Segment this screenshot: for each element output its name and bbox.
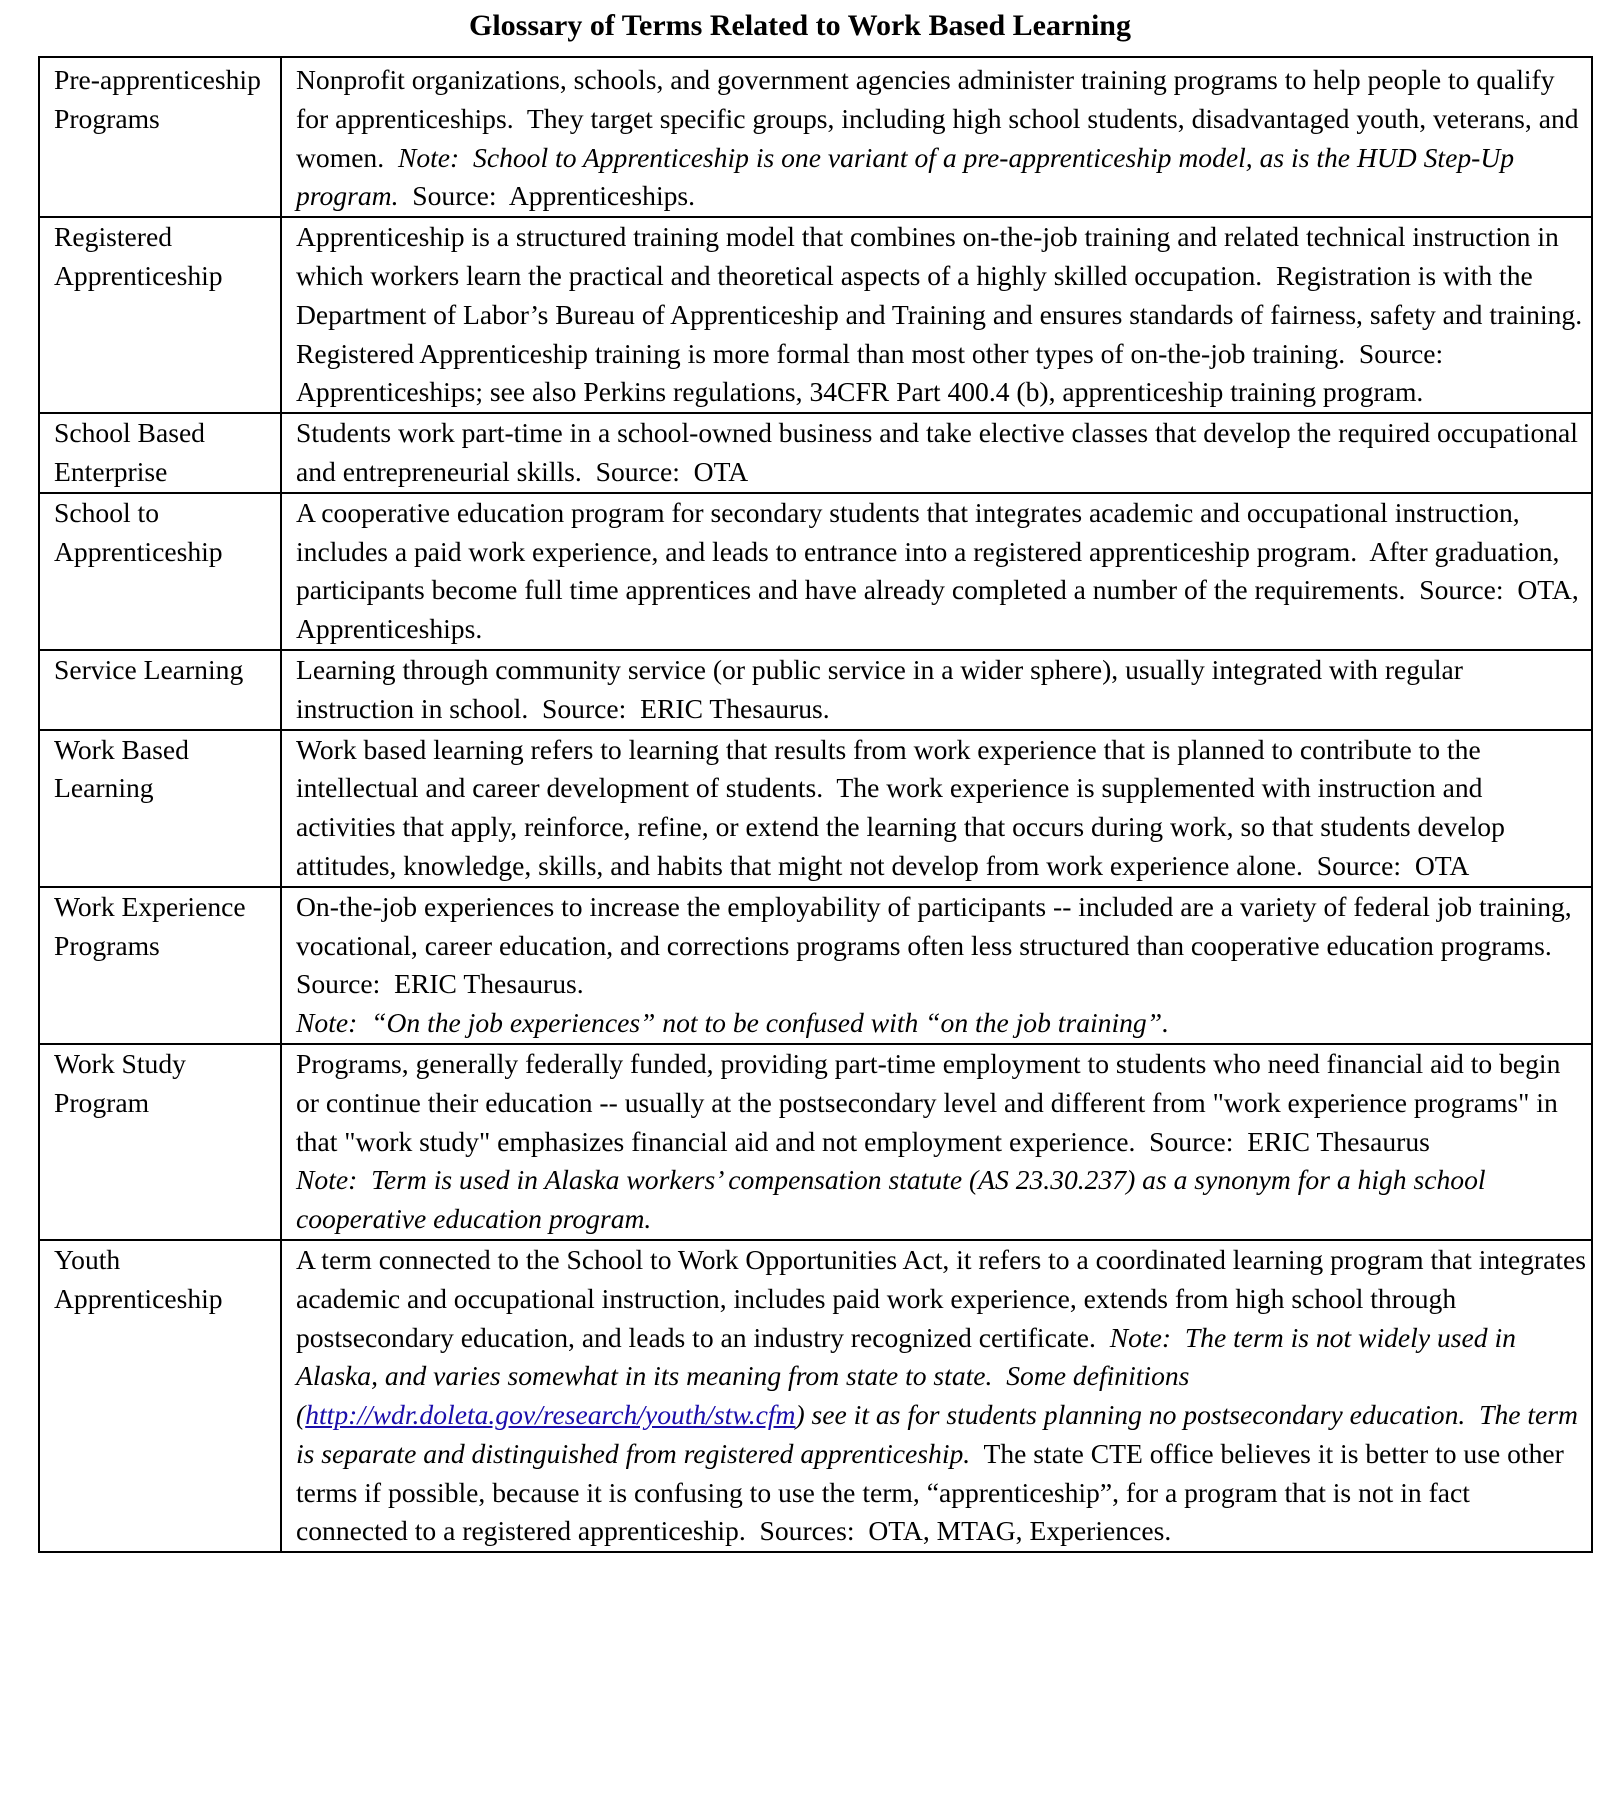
glossary-definition <box>281 413 1592 493</box>
glossary-row <box>39 413 1592 493</box>
definition-text: Apprenticeship is a structured training model that combines on-the-job training and related technical instruction in which workers learn the practical and theoretical aspects of a highly skilled occupation. Registration is with the Department of Labor’s Bureau of Apprenticeship and Training and ensures standards of fairness, safety and training. Registered Apprenticeship training is more formal than most other types of on-the-job training. Source: Apprenticeships; see also Perkins regulations, 34CFR Part 400.4 (b), apprenticeship training program. <box>296 221 1596 408</box>
glossary-term: Work Experience Programs <box>39 887 281 1044</box>
glossary-table-body <box>39 57 1596 1552</box>
glossary-definition <box>281 650 1592 730</box>
glossary-table <box>38 56 1596 1553</box>
definition-text: Students work part-time in a school-owned business and take elective classes that develop the required occupational and entrepreneurial skills. Source: OTA <box>296 417 1585 487</box>
glossary-term: Pre-apprenticeship Programs <box>39 57 281 217</box>
definition-text: A term connected to the School to Work Opportunities Act, it refers to a coordinated learning program that integrates academic and occupational instruction, includes paid work experience, extends from high school through postsecondary education, and leads to an industry recognized certificate. <box>296 1243 1593 1353</box>
definition-text: Nonprofit organizations, schools, and government agencies administer training programs to help people to qualify for apprenticeships. They target specific groups, including high school students, disadvantaged youth, veterans, and women. <box>296 64 1586 173</box>
glossary-row <box>39 217 1592 413</box>
glossary-term: Registered Apprenticeship <box>39 217 281 413</box>
glossary-definition <box>281 1044 1592 1240</box>
definition-text: Work based learning refers to learning that results from work experience that is planned to contribute to the intellectual and career development of students. The work experience is supplemented with instruction and activities that apply, reinforce, refine, or extend the learning that occurs during work, so that students develop attitudes, knowledge, skills, and habits that might not develop from work experience alone. Source: OTA <box>296 733 1512 881</box>
document-title: Glossary of Terms Related to Work Based Learning <box>469 9 1131 42</box>
definition-text: On-the-job experiences to increase the employability of participants -- included are a variety of federal job training, vocational, career education, and corrections programs often less structured than cooperative education programs. Source: ERIC Thesaurus. <box>296 890 1572 1000</box>
glossary-definition <box>281 887 1592 1044</box>
glossary-definition <box>281 493 1592 650</box>
glossary-term: Youth Apprenticeship <box>39 1240 281 1552</box>
glossary-row <box>39 493 1592 650</box>
glossary-row <box>39 887 1592 1044</box>
glossary-row <box>39 1044 1592 1240</box>
glossary-row <box>39 650 1592 730</box>
definition-note: Note: Term is used in Alaska workers’ compensation statute (AS 23.30.237) as a synonym for a high school cooperative education program. <box>296 1164 1493 1235</box>
glossary-row <box>39 730 1592 887</box>
glossary-term: Work Study Program <box>39 1044 281 1240</box>
glossary-term: School to Apprenticeship <box>39 493 281 650</box>
glossary-term: Service Learning <box>39 650 281 730</box>
definition-text: A cooperative education program for secondary students that integrates academic and occupational instruction, includes a paid work experience, and leads to entrance into a registered apprenticeship program. After graduation, participants become full time apprentices and have already completed a number of the requirements. Source: OTA, Apprenticeships. <box>296 496 1585 645</box>
glossary-definition <box>281 730 1592 887</box>
glossary-term: Work Based Learning <box>39 730 281 887</box>
definition-text: Programs, generally federally funded, providing part-time employment to students who need financial aid to begin or continue their education -- usually at the postsecondary level and different from "work experience programs" in that "work study" emphasizes financial aid and not employment experience. Source: ERIC Thesaurus <box>296 1047 1561 1157</box>
glossary-row <box>39 57 1592 217</box>
definition-note: Note: The term is not widely used in Alaska, and varies somewhat in its meaning from state to state. Some definitions ( <box>296 1321 1523 1431</box>
definition-text: Source: Apprenticeships. <box>398 180 696 212</box>
glossary-definition <box>281 217 1596 413</box>
definition-text: Learning through community service (or public service in a wider sphere), usually integrated with regular instruction in school. Source: ERIC Thesaurus. <box>296 653 1470 724</box>
definition-link[interactable]: http://wdr.doleta.gov/research/youth/stw.cfm <box>305 1399 796 1431</box>
glossary-definition <box>281 1240 1592 1552</box>
definition-note: Note: School to Apprenticeship is one variant of a pre-apprenticeship model, as is the HUD Step-Up program. <box>296 141 1521 212</box>
glossary-term: School Based Enterprise <box>39 413 281 493</box>
glossary-row <box>39 1240 1592 1552</box>
definition-note: ) see it as for students planning no postsecondary education. The term is separate and distinguished from registered apprenticeship. <box>296 1399 1585 1469</box>
definition-text: The state CTE office believes it is better to use other terms if possible, because it is confusing to use the term, “apprenticeship”, for a program that is not in fact connected to a registered apprenticeship. Sources: OTA, MTAG, Experiences. <box>296 1437 1571 1547</box>
definition-note: Note: “On the job experiences” not to be confused with “on the job training”. <box>296 1007 1169 1039</box>
glossary-definition <box>281 57 1592 217</box>
